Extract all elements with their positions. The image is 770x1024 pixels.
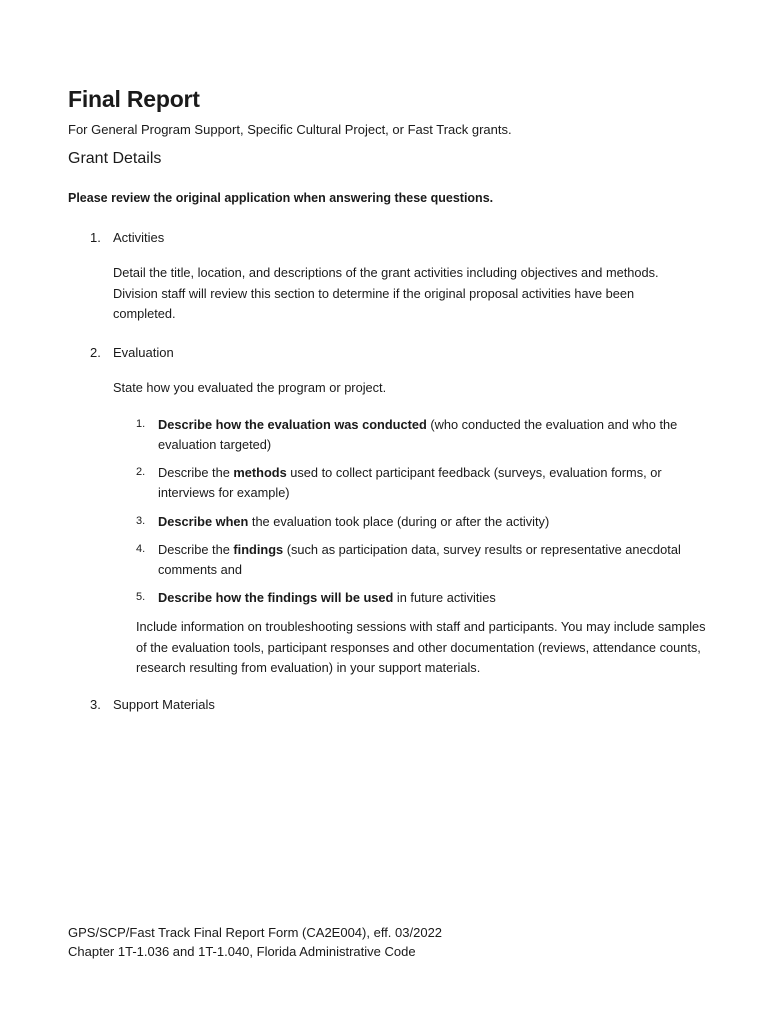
footer-form-id: GPS/SCP/Fast Track Final Report Form (CA2E004), eff. 03/2022	[68, 925, 443, 940]
subitem-number: 5.	[136, 591, 146, 603]
instruction-text: Please review the original application when answering these questions.	[68, 191, 494, 205]
page-title: Final Report	[68, 86, 200, 112]
subitem-rest: (such as participation data, survey results or representative anecdotal comments and	[158, 542, 681, 577]
subitem-text	[158, 463, 698, 503]
subitem-bold: Describe when	[158, 514, 249, 529]
item-number-evaluation: 2.	[90, 345, 101, 360]
evaluation-note: Include information on troubleshooting sessions with staff and participants. You may include samples of the evaluation tools, participant responses and other documentation (reviews, attendance counts, research resulting from evaluation) in your support materials.	[136, 619, 706, 675]
subitem-number: 2.	[136, 466, 146, 478]
subitem-rest: (who conducted the evaluation and who the evaluation targeted)	[158, 417, 678, 452]
subitem-text	[158, 588, 698, 608]
item-label-activities: Activities	[113, 230, 165, 245]
subitem-text	[158, 540, 698, 580]
subitem-bold: Describe how the findings will be used	[158, 590, 394, 605]
subitem-bold: Describe how the evaluation was conducted	[158, 417, 427, 432]
subitem-bold: methods	[233, 465, 287, 480]
evaluation-description: State how you evaluated the program or project.	[113, 380, 387, 395]
item-number-activities: 1.	[90, 230, 101, 245]
subitem-number: 3.	[136, 515, 146, 527]
footer-code-reference: Chapter 1T-1.036 and 1T-1.040, Florida Administrative Code	[68, 944, 416, 959]
section-heading: Grant Details	[68, 150, 162, 167]
subitem-number: 4.	[136, 543, 146, 555]
page-subtitle: For General Program Support, Specific Cultural Project, or Fast Track grants.	[68, 122, 512, 137]
subitem-text	[158, 512, 698, 532]
item-number-support-materials: 3.	[90, 697, 101, 712]
item-label-support-materials: Support Materials	[113, 697, 215, 712]
activities-description: Detail the title, location, and descriptions of the grant activities including objectives and methods. Division staff will review this section to determine if the original proposal activities have been completed.	[113, 265, 659, 321]
subitem-rest: in future activities	[393, 590, 496, 605]
subitem-text	[158, 415, 698, 455]
subitem-pre: Describe the	[158, 465, 234, 480]
subitem-rest: the evaluation took place (during or after the activity)	[248, 514, 550, 529]
subitem-pre: Describe the	[158, 542, 234, 557]
subitem-bold: findings	[233, 542, 284, 557]
item-label-evaluation: Evaluation	[113, 345, 174, 360]
subitem-number: 1.	[136, 418, 146, 430]
subitem-rest: used to collect participant feedback (surveys, evaluation forms, or interviews for example)	[158, 465, 662, 500]
